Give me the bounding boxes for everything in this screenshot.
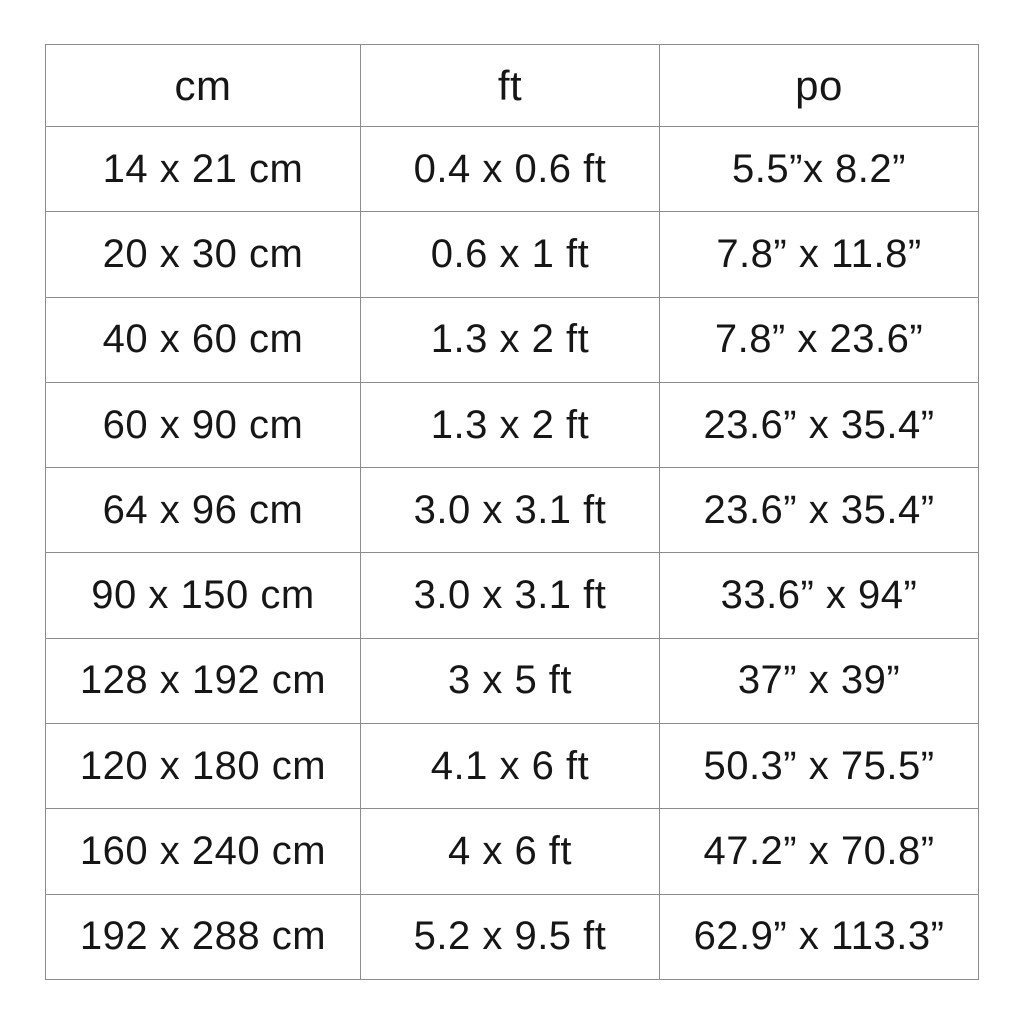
- table-row: [46, 639, 978, 724]
- cell-ft: 3.0 x 3.1 ft: [361, 468, 660, 552]
- cell-po: 23.6” x 35.4”: [703, 487, 935, 532]
- cell-ft: 0.4 x 0.6 ft: [361, 127, 660, 211]
- cell-cm: 64 x 96 cm: [46, 468, 361, 552]
- cell-ft: 3.0 x 3.1 ft: [361, 553, 660, 637]
- cell-cm: 192 x 288 cm: [46, 895, 361, 979]
- cell-po: 62.9” x 113.3”: [693, 914, 945, 959]
- cell-ft: 3 x 5 ft: [361, 639, 660, 723]
- cell-cm: 40 x 60 cm: [46, 298, 361, 382]
- cell-cm: 90 x 150 cm: [46, 553, 361, 637]
- cell-cm: 160 x 240 cm: [46, 809, 361, 893]
- cell-ft: 1.3 x 2 ft: [361, 383, 660, 467]
- cell-cm: 14 x 21 cm: [46, 127, 361, 211]
- table-row: [46, 383, 978, 468]
- cell-ft: 0.6 x 1 ft: [361, 212, 660, 296]
- cell-po: 33.6” x 94”: [720, 573, 918, 618]
- table-row: [46, 553, 978, 638]
- cell-cm: 60 x 90 cm: [46, 383, 361, 467]
- cell-po: 47.2” x 70.8”: [703, 829, 935, 874]
- header-cell-cm: cm: [46, 45, 361, 126]
- cell-po: 37” x 39”: [737, 658, 901, 703]
- table-row: [46, 895, 978, 979]
- table-header-row: [46, 45, 978, 127]
- table-row: [46, 127, 978, 212]
- cell-po: 5.5”x 8.2”: [732, 146, 906, 191]
- cell-po: 7.8” x 11.8”: [716, 231, 922, 276]
- table-row: [46, 212, 978, 297]
- table-row: [46, 724, 978, 809]
- cell-ft: 4.1 x 6 ft: [361, 724, 660, 808]
- cell-cm: 128 x 192 cm: [46, 639, 361, 723]
- cell-cm: 120 x 180 cm: [46, 724, 361, 808]
- size-conversion-table: [45, 44, 979, 980]
- table-row: [46, 809, 978, 894]
- cell-po: 50.3” x 75.5”: [703, 743, 935, 788]
- cell-po: 23.6” x 35.4”: [703, 402, 935, 447]
- cell-cm: 20 x 30 cm: [46, 212, 361, 296]
- cell-po: 7.8” x 23.6”: [714, 317, 924, 362]
- header-cell-po: po: [795, 61, 843, 109]
- header-cell-ft: ft: [361, 45, 660, 126]
- cell-ft: 4 x 6 ft: [361, 809, 660, 893]
- table-row: [46, 468, 978, 553]
- table-row: [46, 298, 978, 383]
- cell-ft: 5.2 x 9.5 ft: [361, 895, 660, 979]
- cell-ft: 1.3 x 2 ft: [361, 298, 660, 382]
